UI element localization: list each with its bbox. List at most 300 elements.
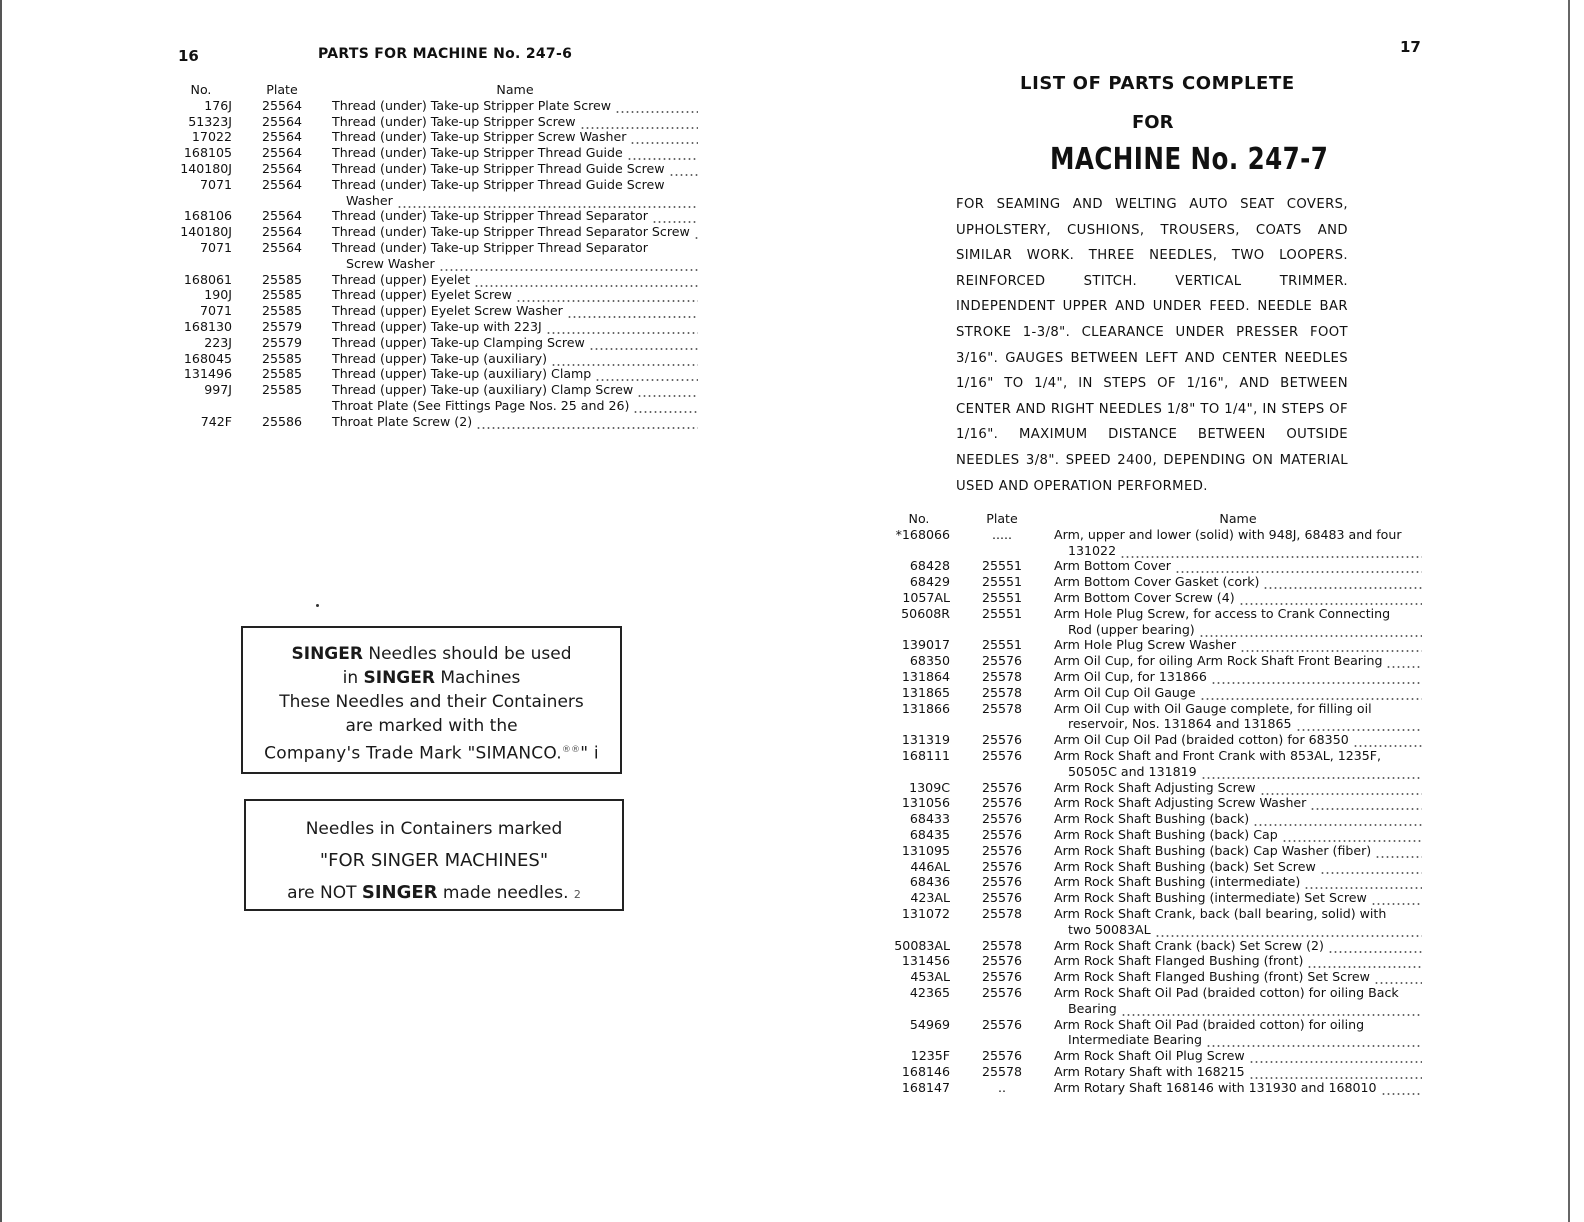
part-number: *168066: [895, 526, 950, 542]
header-no: No.: [190, 82, 212, 97]
part-number: 168146: [901, 1063, 950, 1079]
notice1-trademark-text: Company's Trade Mark "SIMANCO.: [264, 743, 562, 764]
part-number: 131095: [901, 842, 950, 858]
part-name: [332, 129, 698, 145]
plate-number: 25564: [261, 160, 303, 176]
plate-number: 25576: [981, 1016, 1023, 1032]
table-row: [170, 98, 698, 114]
part-name: [1054, 1048, 1422, 1064]
table-row: [888, 953, 1422, 969]
dot-leader: [1200, 685, 1422, 701]
table-row: [170, 177, 698, 209]
table-row: [888, 1017, 1422, 1049]
dot-leader: [633, 398, 698, 414]
plate-number: 25578: [981, 905, 1023, 921]
plate-number: 25576: [981, 890, 1023, 906]
plate-number: 25579: [261, 318, 303, 334]
dot-leader: [551, 351, 698, 367]
part-number: 131056: [901, 795, 950, 811]
dot-leader: [1253, 811, 1422, 827]
dot-leader: [1296, 716, 1422, 732]
table-row: [888, 574, 1422, 590]
part-number: 223J: [204, 334, 232, 350]
part-name-cell: [332, 272, 698, 288]
plate-number: [232, 398, 332, 414]
dot-leader: [694, 224, 698, 240]
part-name-text: Intermediate Bearing: [1068, 1032, 1203, 1048]
plate-number: 25585: [261, 350, 303, 366]
part-number: 168130: [183, 318, 232, 334]
part-name-continuation: [1054, 764, 1422, 780]
dot-leader: [567, 303, 698, 319]
part-name-cell: [1054, 606, 1422, 638]
plate-number: 25576: [981, 842, 1023, 858]
part-number: 68350: [909, 653, 950, 669]
part-name-cell: [332, 382, 698, 398]
part-number: 51323J: [188, 113, 232, 129]
part-number: 54969: [909, 1016, 950, 1032]
dot-leader: [1211, 669, 1422, 685]
part-number: 131072: [901, 905, 950, 921]
part-name: [1054, 1064, 1422, 1080]
plate-number: 25585: [261, 382, 303, 398]
notice2-text3: made needles.: [437, 883, 569, 903]
part-name-text: Throat Plate Screw (2): [332, 413, 473, 429]
table-row: [888, 1080, 1422, 1096]
plate-number: 25578: [981, 700, 1023, 716]
dot-leader: [589, 335, 698, 351]
plate-number: 25551: [981, 605, 1023, 621]
plate-number: 25585: [261, 287, 303, 303]
part-number: 50083AL: [894, 937, 950, 953]
part-name: [332, 208, 698, 224]
header-plate: Plate: [266, 82, 298, 97]
part-name-cell: [332, 240, 698, 272]
dot-leader: [630, 129, 698, 145]
page-number-right: 17: [1400, 38, 1421, 56]
part-name: [1054, 637, 1422, 653]
part-number: 140180J: [180, 224, 232, 240]
plate-number: 25564: [261, 176, 303, 192]
table-row: [888, 969, 1422, 985]
part-name-cell: [1054, 843, 1422, 859]
part-name-text: Thread (upper) Eyelet Screw Washer: [332, 303, 563, 319]
part-name-text: Thread (under) Take-up Stripper Screw Washer: [332, 129, 627, 145]
part-name-continuation: [332, 193, 698, 209]
plate-number: 25551: [981, 574, 1023, 590]
part-name-text: 131022: [1068, 542, 1117, 558]
part-name: [1054, 780, 1422, 796]
part-name-text: Thread (upper) Eyelet Screw: [332, 287, 512, 303]
part-name-text: Arm Rock Shaft Flanged Bushing (front) Set Screw: [1054, 969, 1370, 985]
plate-number: 25576: [981, 779, 1023, 795]
dot-leader: [1353, 732, 1422, 748]
part-name-text: Arm Bottom Cover: [1054, 558, 1171, 574]
table-row: [170, 145, 698, 161]
part-name-text: Arm Rock Shaft Bushing (back): [1054, 811, 1250, 827]
table-row: [888, 1064, 1422, 1080]
part-number: 742F: [200, 413, 232, 429]
plate-number: 25576: [981, 811, 1023, 827]
dot-leader: [1282, 827, 1422, 843]
plate-number: 25576: [981, 795, 1023, 811]
part-name: [1054, 969, 1422, 985]
part-number: 453AL: [910, 969, 950, 985]
part-name: Arm Hole Plug Screw, for access to Crank Connecting: [1054, 605, 1391, 621]
dot-leader: [1121, 1001, 1422, 1017]
table-row: [888, 637, 1422, 653]
plate-number: 25564: [261, 208, 303, 224]
part-name: [1054, 669, 1422, 685]
part-name-continuation: [332, 256, 698, 272]
part-name-text: Thread (under) Take-up Stripper Thread Guide: [332, 145, 623, 161]
plate-number: 25564: [261, 239, 303, 255]
running-title: PARTS FOR MACHINE No. 247-6: [318, 46, 573, 62]
part-name-text: Arm Rock Shaft Oil Plug Screw: [1054, 1048, 1245, 1064]
part-name-text: Arm Bottom Cover Gasket (cork): [1054, 574, 1260, 590]
part-name-cell: [1054, 732, 1422, 748]
table-row: [170, 398, 698, 414]
parts-table-left: [170, 82, 698, 430]
part-name-cell: [332, 208, 698, 224]
dot-leader: [474, 272, 698, 288]
table-row: [170, 351, 698, 367]
notice1-line5-end: " i: [580, 743, 599, 764]
part-name: [332, 319, 698, 335]
part-name: [1054, 874, 1422, 890]
plate-number: ..: [997, 1079, 1006, 1095]
part-number: 168061: [183, 271, 232, 287]
part-name-cell: [1054, 938, 1422, 954]
dot-leader: [1375, 843, 1422, 859]
dot-leader: [637, 382, 698, 398]
part-number: 131865: [901, 684, 950, 700]
dot-leader: [669, 161, 698, 177]
part-name: [1054, 574, 1422, 590]
footnote-mark: 2: [573, 888, 581, 901]
part-name: [1054, 859, 1422, 875]
part-name-text: Screw Washer: [346, 255, 435, 271]
part-name-continuation: [1054, 716, 1422, 732]
part-name-cell: [1054, 780, 1422, 796]
plate-number: 25576: [981, 858, 1023, 874]
part-name-continuation: [1054, 1001, 1422, 1017]
part-number: 1057AL: [902, 589, 950, 605]
dot-leader: [652, 208, 698, 224]
dot-leader: [1304, 874, 1422, 890]
part-number: 1235F: [910, 1048, 950, 1064]
table-row: [888, 985, 1422, 1017]
part-number: 17022: [191, 129, 232, 145]
dot-leader: [1249, 1048, 1422, 1064]
part-name-text: Thread (upper) Take-up with 223J: [332, 318, 542, 334]
part-name-cell: [332, 98, 698, 114]
table-row: [888, 685, 1422, 701]
part-name: [1054, 953, 1422, 969]
plate-number: 25579: [261, 334, 303, 350]
plate-number: 25578: [981, 937, 1023, 953]
table-row: [170, 240, 698, 272]
part-name: [1054, 558, 1422, 574]
part-name: Arm Rock Shaft Crank, back (ball bearing, solid) with: [1054, 905, 1387, 921]
part-number: 168045: [183, 350, 232, 366]
table-row: [170, 272, 698, 288]
part-name-text: Arm Rock Shaft Crank (back) Set Screw (2): [1054, 937, 1324, 953]
plate-number: 25576: [981, 747, 1023, 763]
part-name-text: Rod (upper bearing): [1068, 621, 1195, 637]
table-row: [888, 795, 1422, 811]
table-row: [888, 732, 1422, 748]
table-header-row: [170, 82, 698, 98]
table-row: [888, 590, 1422, 606]
part-name-text: Arm Rock Shaft Bushing (intermediate): [1054, 874, 1301, 890]
table-row: [888, 606, 1422, 638]
part-name: [332, 335, 698, 351]
part-name: [1054, 590, 1422, 606]
part-name-cell: [332, 224, 698, 240]
notice1-line5: [243, 738, 620, 766]
part-name: [332, 366, 698, 382]
singer-brand: SINGER: [361, 882, 438, 903]
table-row: [888, 890, 1422, 906]
dot-leader: [595, 366, 698, 382]
part-name-cell: [1054, 969, 1422, 985]
dot-leader: [1381, 1080, 1422, 1096]
part-name-text: Thread (under) Take-up Stripper Plate Screw: [332, 97, 612, 113]
part-number: 42365: [909, 984, 950, 1000]
table-row: [888, 669, 1422, 685]
part-name: [332, 287, 698, 303]
plate-number: 25576: [981, 953, 1023, 969]
part-name: Thread (under) Take-up Stripper Thread Guide Screw: [332, 176, 665, 192]
part-name-continuation: [1054, 543, 1422, 559]
dot-leader: [1371, 890, 1422, 906]
dot-leader: [1263, 574, 1422, 590]
notice1-line4: are marked with the: [345, 716, 518, 736]
part-name-text: Arm Rock Shaft Flanged Bushing (front): [1054, 953, 1304, 969]
plate-number: 25585: [261, 366, 303, 382]
dot-leader: [1374, 969, 1422, 985]
registered-mark: ®®: [561, 745, 581, 755]
part-name-text: Thread (under) Take-up Stripper Thread Guide Screw: [332, 160, 665, 176]
part-name-cell: [332, 366, 698, 382]
part-name-cell: [1054, 1064, 1422, 1080]
plate-number: 25576: [981, 1048, 1023, 1064]
part-name-continuation: [1054, 622, 1422, 638]
plate-number: 25578: [981, 1063, 1023, 1079]
notice1-text2: Machines: [434, 668, 521, 688]
table-row: [170, 366, 698, 382]
part-name-text: Thread (under) Take-up Stripper Thread Separator Screw: [332, 224, 690, 240]
part-name-cell: [1054, 953, 1422, 969]
part-name-text: Arm Rock Shaft Adjusting Screw Washer: [1054, 795, 1307, 811]
part-name-cell: [1054, 590, 1422, 606]
part-name-text: Arm Oil Cup, for oiling Arm Rock Shaft Front Bearing: [1054, 653, 1383, 669]
part-name-cell: [332, 114, 698, 130]
plate-number: 25578: [981, 684, 1023, 700]
parts-table-right: [888, 511, 1422, 1095]
part-name: [1054, 653, 1422, 669]
part-name-cell: [332, 351, 698, 367]
table-row: [888, 811, 1422, 827]
dot-leader: [580, 114, 698, 130]
part-number: 131866: [901, 700, 950, 716]
table-row: [170, 287, 698, 303]
part-number: 1309C: [909, 779, 950, 795]
part-number: 168111: [901, 747, 950, 763]
header-name: Name: [496, 82, 534, 97]
part-name: Arm Oil Cup with Oil Gauge complete, for filling oil: [1054, 700, 1372, 716]
part-name: [332, 272, 698, 288]
dot-leader: [546, 319, 698, 335]
part-number: 68428: [909, 558, 950, 574]
part-name-cell: [1054, 701, 1422, 733]
dot-leader: [1260, 780, 1422, 796]
part-name-text: 50505C and 131819: [1068, 763, 1197, 779]
part-number: 168106: [183, 208, 232, 224]
part-name-text: Arm Rock Shaft Bushing (back) Cap Washer (fiber): [1054, 842, 1372, 858]
part-name: [332, 145, 698, 161]
notice1-line1: [243, 642, 620, 666]
part-number: 997J: [204, 382, 232, 398]
part-name: [1054, 890, 1422, 906]
plate-number: 25576: [981, 984, 1023, 1000]
table-row: [888, 748, 1422, 780]
part-number: 139017: [901, 637, 950, 653]
dot-leader: [1240, 637, 1422, 653]
table-row: [170, 129, 698, 145]
part-name-text: Arm Oil Cup Oil Pad (braided cotton) for 68350: [1054, 732, 1349, 748]
part-name: Thread (under) Take-up Stripper Thread Separator: [332, 239, 648, 255]
part-name-text: Arm Rotary Shaft 168146 with 131930 and 168010: [1054, 1079, 1377, 1095]
part-number: 446AL: [910, 858, 950, 874]
part-name-text: two 50083AL: [1068, 921, 1151, 937]
notice2-line2: "FOR SINGER MACHINES": [319, 850, 549, 871]
plate-number: 25576: [981, 732, 1023, 748]
plate-number: 25564: [261, 113, 303, 129]
plate-number: 25551: [981, 637, 1023, 653]
part-name-text: Thread (upper) Take-up (auxiliary) Clamp: [332, 366, 592, 382]
dot-leader: [1199, 622, 1422, 638]
dot-leader: [1175, 558, 1422, 574]
header-no: No.: [908, 511, 930, 526]
dot-leader: [1155, 922, 1422, 938]
table-row: [888, 653, 1422, 669]
table-row: [888, 1048, 1422, 1064]
dot-leader: [1386, 653, 1422, 669]
part-name-cell: [332, 145, 698, 161]
part-name-cell: [1054, 859, 1422, 875]
part-name-text: Thread (upper) Take-up Clamping Screw: [332, 334, 585, 350]
dot-leader: [516, 287, 698, 303]
plate-number: 25564: [261, 145, 303, 161]
part-name: Arm Rock Shaft and Front Crank with 853AL, 1235F,: [1054, 747, 1382, 763]
part-name: [1054, 795, 1422, 811]
notice1-pre2: in: [342, 668, 364, 688]
part-name-cell: [1054, 653, 1422, 669]
plate-number: .....: [991, 526, 1013, 542]
table-row: [170, 319, 698, 335]
part-name-text: Arm Oil Cup Oil Gauge: [1054, 684, 1196, 700]
table-row: [170, 335, 698, 351]
dot-leader: [1320, 859, 1422, 875]
part-name: [332, 224, 698, 240]
part-name: [332, 303, 698, 319]
part-name-cell: [1054, 1080, 1422, 1096]
part-name: [1054, 811, 1422, 827]
part-name-text: Thread (upper) Eyelet: [332, 271, 471, 287]
part-name-cell: [1054, 574, 1422, 590]
plate-number: 25585: [261, 271, 303, 287]
dot-leader: [1249, 1064, 1422, 1080]
dot-leader: [476, 414, 698, 430]
part-number: 131864: [901, 668, 950, 684]
list-title-for: FOR: [1132, 112, 1174, 133]
part-name-text: Thread (under) Take-up Stripper Screw: [332, 113, 576, 129]
part-name: [332, 382, 698, 398]
part-name: [332, 98, 698, 114]
plate-number: 25564: [261, 97, 303, 113]
left-page: [0, 0, 760, 1222]
list-title: LIST OF PARTS COMPLETE: [1020, 73, 1295, 94]
page-number-left: 16: [178, 47, 199, 65]
dot-leader: [1201, 764, 1422, 780]
plate-number: 25576: [981, 969, 1023, 985]
table-row: [888, 843, 1422, 859]
part-name-cell: [1054, 795, 1422, 811]
plate-number: 25551: [981, 589, 1023, 605]
part-number: 68435: [909, 826, 950, 842]
part-name-cell: [1054, 827, 1422, 843]
part-number: 176J: [204, 97, 232, 113]
part-name-cell: [332, 319, 698, 335]
plate-number: 25551: [981, 558, 1023, 574]
part-name-text: Thread (under) Take-up Stripper Thread Separator: [332, 208, 648, 224]
notice2-line3: [246, 877, 622, 911]
part-number: 68436: [909, 874, 950, 890]
dot-leader: [1307, 953, 1422, 969]
table-row: [888, 558, 1422, 574]
part-name-cell: [1054, 685, 1422, 701]
not-singer-needles-notice: [244, 799, 624, 911]
part-number: 190J: [204, 287, 232, 303]
machine-title: MACHINE No. 247-7: [1050, 142, 1329, 177]
part-name-cell: [1054, 811, 1422, 827]
part-name-cell: [1054, 558, 1422, 574]
part-number: 7071: [199, 303, 232, 319]
part-name-cell: [1054, 906, 1422, 938]
part-number: 131319: [901, 732, 950, 748]
dot-leader: [1328, 938, 1422, 954]
plate-number: 25576: [981, 874, 1023, 890]
part-name-cell: [332, 303, 698, 319]
table-row: [170, 382, 698, 398]
part-name: [1054, 685, 1422, 701]
dot-leader: [627, 145, 698, 161]
dot-leader: [397, 193, 698, 209]
part-number: 140180J: [180, 160, 232, 176]
part-name-text: Arm Rock Shaft Adjusting Screw: [1054, 779, 1256, 795]
part-name: [332, 114, 698, 130]
plate-number: 25576: [981, 653, 1023, 669]
part-name: Arm, upper and lower (solid) with 948J, 68483 and four: [1054, 526, 1402, 542]
notice1-line2: [243, 666, 620, 690]
table-row: [170, 114, 698, 130]
part-number: 423AL: [910, 890, 950, 906]
plate-number: 25578: [981, 668, 1023, 684]
part-name: [332, 351, 698, 367]
dot-leader: [615, 98, 698, 114]
